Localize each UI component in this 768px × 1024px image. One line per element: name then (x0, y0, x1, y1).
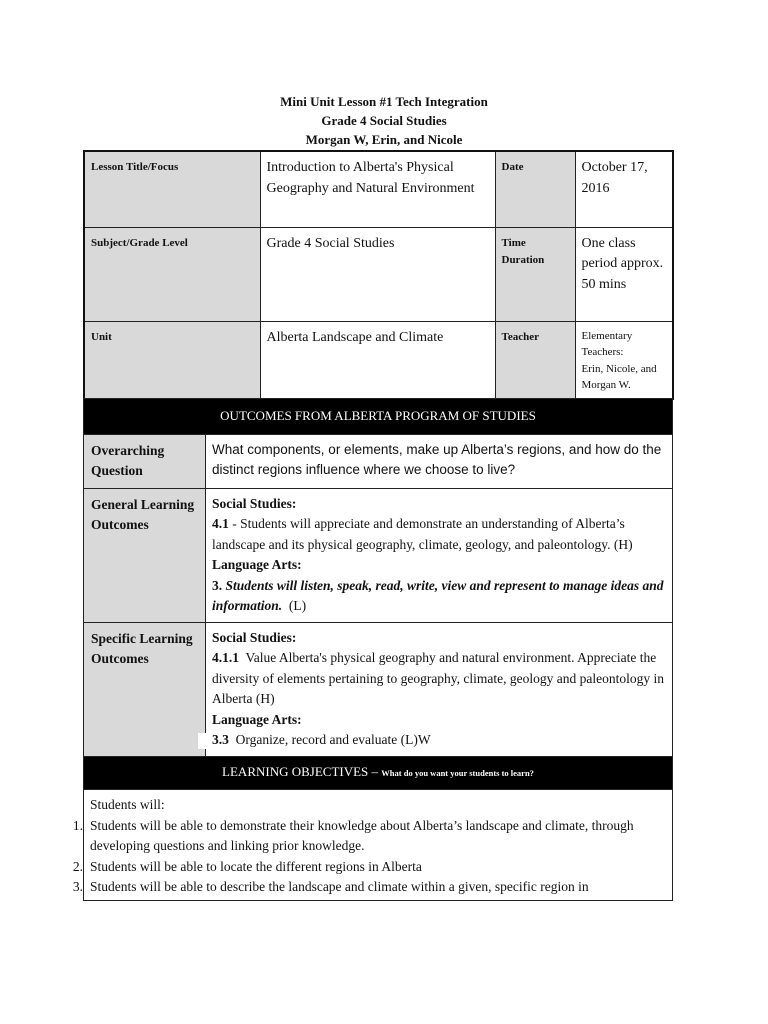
duration-value: One class period approx. 50 mins (575, 227, 673, 321)
lesson-title-label: Lesson Title/Focus (84, 151, 260, 227)
objectives-content (72, 790, 673, 901)
subject-value: Grade 4 Social Studies (260, 227, 495, 321)
outcomes-header-row (84, 399, 673, 435)
unit-label: Unit (84, 321, 260, 399)
glo-language-arts-text (212, 576, 666, 617)
general-outcomes-label: General Learning Outcomes (84, 488, 206, 622)
overarching-question-row (84, 434, 673, 488)
objectives-section-title (84, 756, 673, 790)
list-item (72, 877, 666, 898)
list-item (72, 816, 666, 857)
slo-la-number: 3.3 (212, 732, 229, 747)
list-item-text: Students will be able to locate the different regions in Alberta (90, 858, 422, 874)
glo-la-number: 3. (212, 577, 223, 593)
list-item-text: Students will be able to describe the landscape and climate within a given, specific region in (90, 879, 589, 894)
teacher-line-1: Elementary Teachers: (581, 329, 633, 358)
subject-row (84, 227, 673, 321)
unit-row (84, 321, 673, 399)
glo-ss-number: 4.1 (212, 516, 229, 531)
header-authors: Morgan W, Erin, and Nicole (305, 132, 463, 147)
list-item-text: Students will be able to demonstrate their knowledge about Alberta’s landscape and climate, through developing questions and linking prior knowledge. (90, 817, 634, 853)
lesson-title-row (84, 151, 673, 227)
slo-social-studies-heading: Social Studies: (212, 629, 297, 645)
slo-language-arts-heading: Language Arts: (212, 711, 302, 727)
overarching-question-text: What components, or elements, make up Alberta’s regions, and how do the distinct regions influence where we choose to live? (206, 434, 673, 488)
header-subtitle: Grade 4 Social Studies (321, 113, 447, 128)
teacher-line-2: Erin, Nicole, and Morgan W. (581, 362, 657, 391)
glo-ss-body: - Students will appreciate and demonstrate an understanding of Alberta’s landscape and its physical geography, climate, geology, and paleontology. (H) (212, 516, 633, 552)
teacher-label: Teacher (495, 321, 575, 399)
specific-outcomes-row (84, 622, 673, 756)
subject-label: Subject/Grade Level (84, 227, 260, 321)
overarching-question-label: Overarching Question (84, 434, 206, 488)
general-outcomes-row (84, 488, 673, 622)
slo-la-body: Organize, record and evaluate (L)W (235, 732, 431, 747)
glo-social-studies-text (212, 514, 666, 555)
lesson-title-value: Introduction to Alberta's Physical Geography and Natural Environment (260, 151, 495, 227)
list-item-number: 3. (72, 879, 83, 894)
lesson-info-table (83, 150, 674, 400)
text-mask (198, 733, 208, 749)
slo-ss-body: Value Alberta's physical geography and natural environment. Appreciate the diversity of elements pertaining to geography, climate, geology and paleontology in Alberta (H) (212, 650, 665, 706)
header-title: Mini Unit Lesson #1 Tech Integration (280, 94, 488, 109)
specific-outcomes-label: Specific Learning Outcomes (84, 622, 206, 756)
date-label: Date (495, 151, 575, 227)
general-outcomes-content (206, 488, 673, 622)
document-header (0, 92, 768, 149)
teacher-value (575, 321, 673, 399)
outcomes-table (72, 398, 673, 901)
list-item-number: 1. (72, 817, 83, 833)
glo-language-arts-heading: Language Arts: (212, 557, 302, 572)
slo-social-studies-text (212, 648, 666, 710)
glo-la-tag: (L) (288, 598, 307, 613)
objectives-header-row (84, 756, 673, 790)
glo-social-studies-heading: Social Studies: (212, 495, 297, 511)
outcomes-section-title: OUTCOMES FROM ALBERTA PROGRAM OF STUDIES (84, 399, 673, 435)
objectives-list (72, 816, 666, 898)
list-item (72, 857, 666, 878)
objectives-subtitle: What do you want your students to learn? (381, 767, 534, 778)
duration-label: Time Duration (495, 227, 575, 321)
slo-language-arts-text (212, 730, 666, 751)
glo-la-body: Students will listen, speak, read, write, view and represent to manage ideas and information. (212, 577, 664, 613)
unit-value: Alberta Landscape and Climate (260, 321, 495, 399)
slo-ss-number: 4.1.1 (212, 650, 239, 665)
objectives-row (84, 790, 673, 901)
date-value: October 17, 2016 (575, 151, 673, 227)
list-item-number: 2. (72, 858, 83, 874)
objectives-title: LEARNING OBJECTIVES – (222, 763, 379, 779)
objectives-intro: Students will: (90, 797, 165, 812)
specific-outcomes-content (206, 622, 673, 756)
